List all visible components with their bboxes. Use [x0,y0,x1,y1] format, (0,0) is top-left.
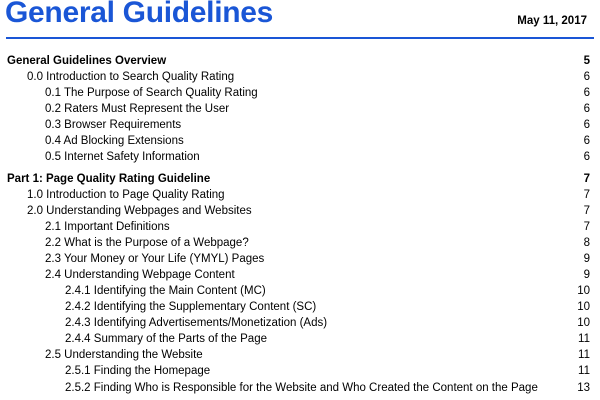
toc-entry-page-number: 6 [583,71,590,83]
document-date: May 11, 2017 [517,15,587,27]
toc-entry[interactable] [0,171,600,187]
toc-entry-label: Part 1: Page Quality Rating Guideline [7,173,211,185]
toc-entry-label: 2.5 Understanding the Website [45,349,203,361]
toc-entry[interactable] [0,267,600,283]
toc-entry-label: 2.4 Understanding Webpage Content [45,269,235,281]
toc-entry[interactable] [0,315,600,331]
toc-entry-page-number: 6 [583,135,590,147]
document-header [5,0,595,40]
toc-entry-label: 0.1 The Purpose of Search Quality Rating [45,87,258,99]
toc-entry[interactable] [0,187,600,203]
toc-entry[interactable] [0,101,600,117]
toc-entry-page-number: 11 [578,349,590,361]
toc-entry-page-number: 9 [583,253,590,265]
toc-entry-label: 0.2 Raters Must Represent the User [45,103,230,115]
toc-entry-page-number: 13 [577,382,590,394]
toc-entry-page-number: 7 [583,189,590,201]
toc-entry-page-number: 11 [578,365,590,377]
toc-entry-page-number: 9 [583,269,590,281]
toc-entry-page-number: 7 [583,173,590,185]
toc-entry[interactable] [0,347,600,363]
toc-entry-label: 2.0 Understanding Webpages and Websites [27,205,252,217]
toc-entry[interactable] [0,331,600,347]
title-divider [6,37,594,39]
toc-entry[interactable] [0,149,600,165]
toc-entry[interactable] [0,235,600,251]
toc-entry-page-number: 7 [583,205,590,217]
toc-entry-label: 2.4.3 Identifying Advertisements/Monetization (Ads) [65,317,328,329]
toc-entry-page-number: 6 [583,151,590,163]
toc-entry-label: 2.3 Your Money or Your Life (YMYL) Pages [45,253,265,265]
toc-entry-label: 2.2 What is the Purpose of a Webpage? [45,237,249,249]
toc-entry-page-number: 6 [583,103,590,115]
toc-entry-page-number: 5 [583,55,590,67]
toc-entry[interactable] [0,203,600,219]
toc-entry-label: 2.4.2 Identifying the Supplementary Content (SC) [65,301,317,313]
toc-entry-page-number: 10 [577,301,590,313]
toc-entry-label: 0.4 Ad Blocking Extensions [45,135,184,147]
toc-entry-label: 0.5 Internet Safety Information [45,151,200,163]
toc-entry[interactable] [0,283,600,299]
toc-entry-page-number: 10 [577,285,590,297]
toc-entry[interactable] [0,363,600,379]
toc-entry-page-number: 10 [577,317,590,329]
toc-entry[interactable] [0,380,600,396]
toc-entry-page-number: 8 [583,237,590,249]
toc-entry-label: 2.4.1 Identifying the Main Content (MC) [65,285,266,297]
toc-entry[interactable] [0,133,600,149]
toc-entry-label: 0.3 Browser Requirements [45,119,182,131]
toc-entry-label: 2.1 Important Definitions [45,221,170,233]
toc-entry-page-number: 11 [578,333,590,345]
document-title: General Guidelines [5,0,274,29]
toc-entry-page-number: 6 [583,119,590,131]
toc-entry[interactable] [0,299,600,315]
toc-entry[interactable] [0,53,600,69]
toc-entry-label: 1.0 Introduction to Page Quality Rating [27,189,225,201]
toc-entry-label: 2.5.1 Finding the Homepage [65,365,211,377]
toc-entry-label: 2.4.4 Summary of the Parts of the Page [65,333,267,345]
toc-entry-label: 2.5.2 Finding Who is Responsible for the Website and Who Created the Content on the Page [65,382,538,394]
toc-entry-page-number: 7 [583,221,590,233]
toc-entry[interactable] [0,85,600,101]
toc-entry-label: 0.0 Introduction to Search Quality Rating [27,71,235,83]
toc-entry-page-number: 6 [583,87,590,99]
toc-entry[interactable] [0,251,600,267]
toc-entry[interactable] [0,69,600,85]
toc-entry-label: General Guidelines Overview [7,55,167,67]
toc-entry[interactable] [0,117,600,133]
toc-entry[interactable] [0,219,600,235]
